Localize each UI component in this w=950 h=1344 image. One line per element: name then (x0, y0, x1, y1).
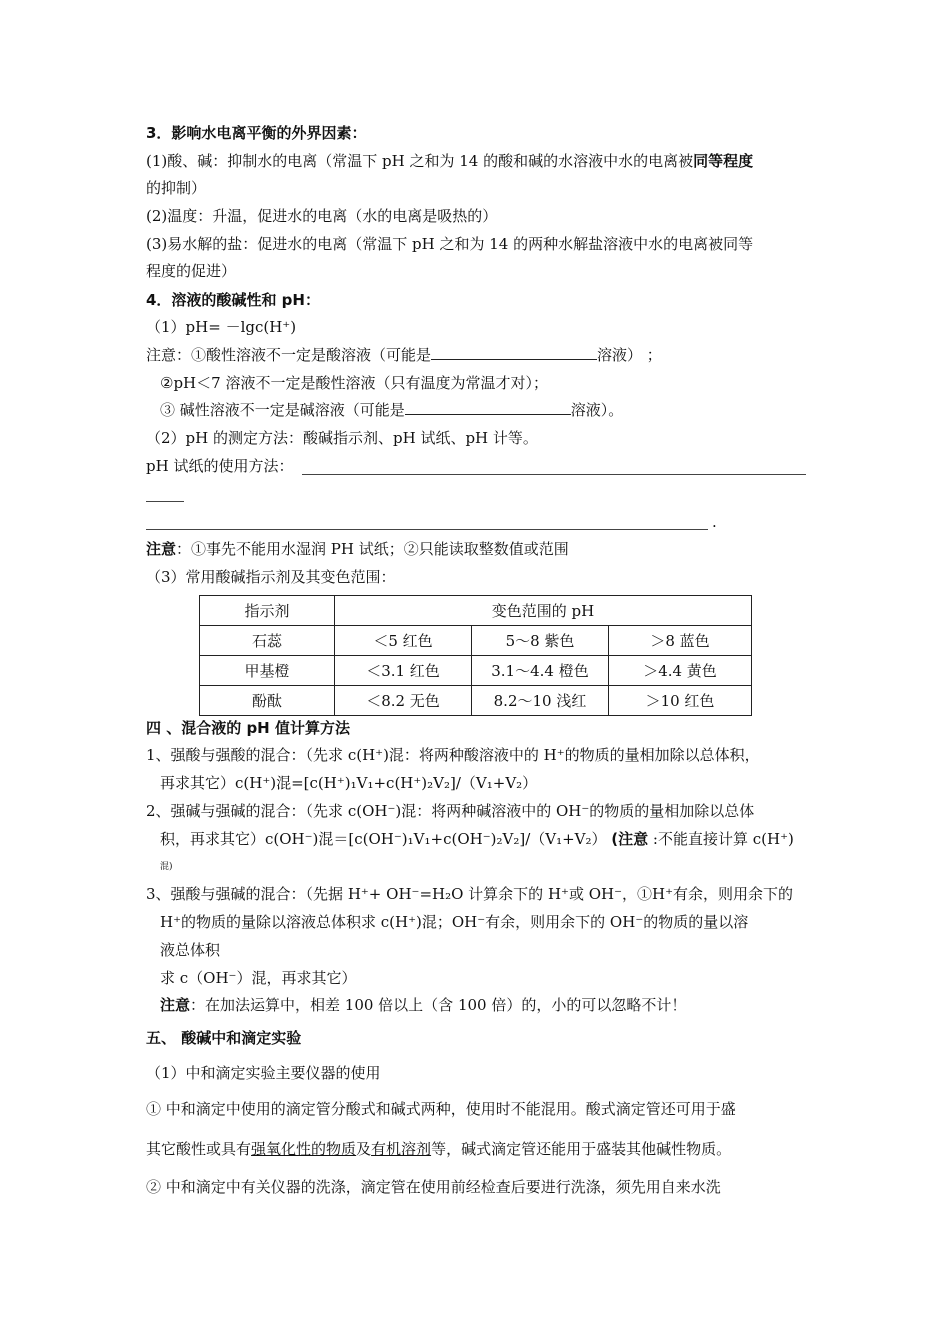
table-cell: 石蕊 (200, 626, 335, 656)
table-cell: 3.1～4.4 橙色 (472, 656, 609, 686)
answer-line-1[interactable] (302, 474, 806, 475)
mix-item2-note-label: (注意 (611, 830, 649, 848)
note-label: 注意 (146, 540, 177, 558)
section-five-heading: 五、 酸碱中和滴定实验 (146, 1029, 302, 1047)
note-3 (160, 400, 623, 420)
ph-formula: （1）pH= －lgc(H⁺) (146, 318, 297, 336)
titration-subheading: （1）中和滴定实验主要仪器的使用 (146, 1064, 381, 1082)
note-1-text: 注意：①酸性溶液不一定是酸溶液（可能是 (146, 346, 432, 364)
table-header-cell: 变色范围的 pH (335, 596, 752, 626)
para2-underline-2: 有机溶剂 (371, 1140, 432, 1158)
section-3-heading: 3．影响水电离平衡的外界因素： (146, 124, 367, 142)
table-cell: ＞10 红色 (609, 686, 752, 716)
table-row (200, 656, 752, 686)
mix-item3-line2: H⁺的物质的量除以溶液总体积求 c(H⁺)混；OH⁻有余，则用余下的 OH⁻的物质的量以溶 (160, 913, 749, 931)
mix-item3-line4: 求 c（OH⁻）混，再求其它） (160, 969, 357, 987)
table-header-row (200, 596, 752, 626)
note-1 (146, 345, 662, 365)
section-4-heading: 4．溶液的酸碱性和 pH： (146, 291, 320, 309)
mix-item2-line1: 2、强碱与强碱的混合：（先求 c(OH⁻)混：将两种碱溶液中的 OH⁻的物质的量相加除以总体 (146, 802, 755, 820)
table-cell: 5～8 紫色 (472, 626, 609, 656)
section-four-heading: 四 、混合液的 pH 值计算方法 (146, 719, 350, 737)
indicator-intro: （3）常用酸碱指示剂及其变色范围： (146, 568, 396, 586)
para2-conj: 及 (356, 1140, 372, 1158)
para2-tail: 等，碱式滴定管还能用于盛装其他碱性物质。 (431, 1140, 732, 1158)
s3-item2: (2)温度：升温，促进水的电离（水的电离是吸热的） (146, 207, 498, 225)
para2-underline-1: 强氧化性的物质 (251, 1140, 357, 1158)
note-ph-paper (146, 539, 569, 559)
mix-item2-line2 (160, 829, 794, 849)
table-row (200, 686, 752, 716)
table-cell: 8.2～10 浅红 (472, 686, 609, 716)
s3-item1-line2: 的抑制） (146, 179, 207, 197)
answer-line-2[interactable] (146, 501, 184, 502)
table-cell: 甲基橙 (200, 656, 335, 686)
mix-tip (160, 995, 686, 1015)
s3-item1-text: (1)酸、碱：抑制水的电离（常温下 pH 之和为 14 的酸和碱的水溶液中水的电离被 (146, 152, 694, 170)
fill-blank-1[interactable] (431, 345, 597, 360)
titration-para-1: ① 中和滴定中使用的滴定管分酸式和碱式两种，使用时不能混用。酸式滴定管还可用于盛 (146, 1100, 736, 1118)
mix-item3-line1: 3、强酸与强碱的混合：（先据 H⁺+ OH⁻=H₂O 计算余下的 H⁺或 OH⁻，①H⁺有余，则用余下的 (146, 885, 794, 903)
table-cell: ＜3.1 红色 (335, 656, 472, 686)
para2-text: 其它酸性或具有 (146, 1140, 252, 1158)
mix-item2-line3: 混) (160, 862, 173, 872)
ph-paper-label: pH 试纸的使用方法： (146, 457, 294, 475)
table-row (200, 626, 752, 656)
note-3-tail: 溶液）。 (570, 401, 624, 419)
answer-period: . (712, 513, 717, 531)
table-cell: 酚酞 (200, 686, 335, 716)
tip-text: ：在加法运算中，相差 100 倍以上（含 100 倍）的，小的可以忽略不计！ (190, 996, 687, 1014)
mix-item3-line3: 液总体积 (160, 941, 221, 959)
s3-item1-emphasis: 同等程度 (693, 152, 754, 170)
s3-item3-line1: (3)易水解的盐：促进水的电离（常温下 pH 之和为 14 的两种水解盐溶液中水的电离被同等 (146, 235, 754, 253)
mix-item2-formula: 积，再求其它）c(OH⁻)混＝[c(OH⁻)₁V₁+c(OH⁻)₂V₂]/（V₁+V₂） (160, 830, 607, 848)
table-cell: ＞4.4 黄色 (609, 656, 752, 686)
tip-label: 注意 (160, 996, 191, 1014)
table-cell: ＜5 红色 (335, 626, 472, 656)
s3-item3-line2: 程度的促进） (146, 262, 237, 280)
mix-item2-note-text: :不能直接计算 c(H⁺) (648, 830, 794, 848)
note-text: ：①事先不能用水湿润 PH 试纸；②只能读取整数值或范围 (176, 540, 569, 558)
table-header-cell: 指示剂 (200, 596, 335, 626)
s3-item1-line1 (146, 151, 753, 171)
indicator-table (199, 595, 752, 716)
titration-para-3: ② 中和滴定中有关仪器的洗涤，滴定管在使用前经检查后要进行洗涤，须先用自来水洗 (146, 1178, 721, 1196)
ph-measure-methods: （2）pH 的测定方法：酸碱指示剂、pH 试纸、pH 计等。 (146, 429, 538, 447)
note-2: ②pH＜7 溶液不一定是酸性溶液（只有温度为常温才对）； (160, 374, 548, 392)
mix-item1-line2: 再求其它）c(H⁺)混=[c(H⁺)₁V₁+c(H⁺)₂V₂]/（V₁+V₂） (160, 774, 538, 792)
table-cell: ＜8.2 无色 (335, 686, 472, 716)
mix-item1-line1: 1、强酸与强酸的混合：（先求 c(H⁺)混：将两种酸溶液中的 H⁺的物质的量相加除以总体积， (146, 746, 760, 764)
answer-line-3[interactable] (146, 529, 708, 530)
table-cell: ＞8 蓝色 (609, 626, 752, 656)
note-3-text: ③ 碱性溶液不一定是碱溶液（可能是 (160, 401, 405, 419)
titration-para-2 (146, 1139, 731, 1159)
note-1-tail: 溶液） ； (597, 346, 662, 364)
fill-blank-2[interactable] (405, 400, 571, 415)
